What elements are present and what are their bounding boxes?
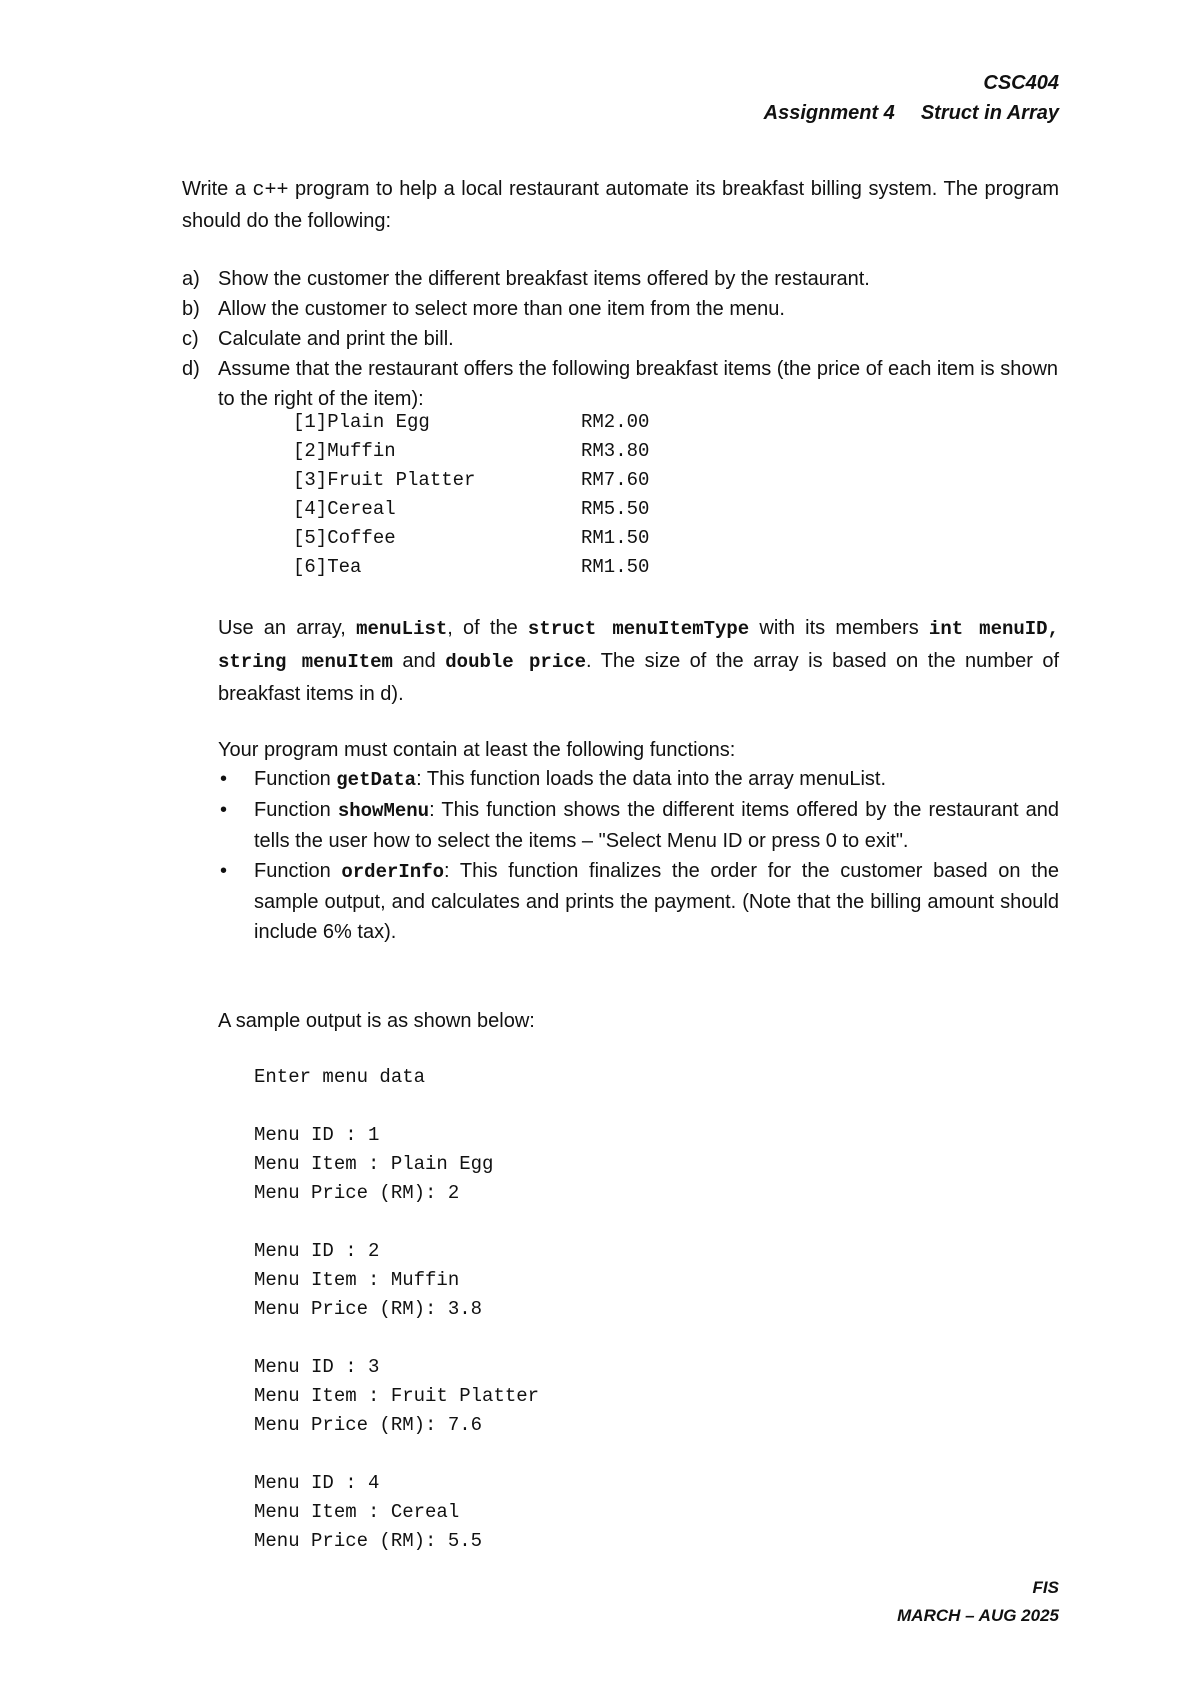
output-line: Menu ID : 4 [254, 1472, 380, 1494]
task-item: d) Assume that the restaurant offers the following breakfast items (the price of each item is shown to the right of the item): [182, 358, 1059, 410]
output-line: Menu Item : Fruit Platter [254, 1385, 540, 1407]
function-item: • Function orderInfo: This function finalizes the order for the customer based on the sample output, and calculates and prints the payment. (Note that the billing amount should include 6% tax). [220, 860, 1060, 943]
output-line: Enter menu data [254, 1066, 426, 1088]
output-line: Menu Item : Cereal [254, 1501, 460, 1523]
output-line: Menu ID : 1 [254, 1124, 380, 1146]
output-blank [254, 1092, 539, 1121]
output-line: Menu Price (RM): 5.5 [254, 1530, 483, 1552]
menu-item: [1]Plain Egg RM2.00 [293, 411, 650, 433]
task-item: a) Show the customer the different breakfast items offered by the restaurant. [182, 268, 870, 290]
assignment-topic: Struct in Array [920, 102, 1059, 124]
task-list [182, 264, 1059, 414]
sample-output [254, 1063, 539, 1556]
menu-price: RM1.50 [581, 556, 650, 578]
footer-faculty: FIS [1032, 1578, 1059, 1597]
task-item: b) Allow the customer to select more than one item from the menu. [182, 298, 785, 320]
footer-semester: MARCH – AUG 2025 [897, 1606, 1059, 1625]
intro-paragraph: Write a c++ program to help a local restaurant automate its breakfast billing system. The program should do the following: [182, 178, 1059, 232]
function-name: showMenu [337, 800, 430, 822]
menu-price: RM2.00 [581, 411, 650, 433]
code-struct: struct menuItemType [527, 618, 750, 640]
output-line: Menu Price (RM): 2 [254, 1182, 460, 1204]
code-price: double price [445, 651, 587, 673]
breakfast-menu [293, 408, 649, 582]
menu-item: [3]Fruit Platter RM7.60 [293, 469, 650, 491]
code-menulist: menuList [356, 618, 448, 640]
output-line: Menu ID : 2 [254, 1240, 380, 1262]
sample-intro: A sample output is as shown below: [218, 1010, 535, 1032]
code-members: int menuID, string menuItem [218, 618, 1059, 673]
task-item: c) Calculate and print the bill. [182, 328, 454, 350]
function-name: orderInfo [341, 861, 444, 883]
function-name: getData [336, 769, 417, 791]
menu-price: RM7.60 [581, 469, 650, 491]
menu-price: RM3.80 [581, 440, 650, 462]
output-line: Menu Item : Plain Egg [254, 1153, 494, 1175]
output-blank [254, 1208, 539, 1237]
function-item: • Function getData: This function loads the data into the array menuList. [220, 768, 886, 791]
assignment-title [764, 102, 1059, 125]
menu-item: [4]Cereal RM5.50 [293, 498, 650, 520]
function-item: • Function showMenu: This function shows the different items offered by the restaurant and tells the user how to select the items – "Select Menu ID or press 0 to exit". [220, 799, 1059, 852]
output-blank [254, 1324, 539, 1353]
output-line: Menu Price (RM): 7.6 [254, 1414, 483, 1436]
output-line: Menu Item : Muffin [254, 1269, 460, 1291]
menu-item: [6]Tea RM1.50 [293, 556, 650, 578]
output-line: Menu Price (RM): 3.8 [254, 1298, 483, 1320]
function-list [218, 764, 1059, 947]
menu-price: RM5.50 [581, 498, 650, 520]
menu-price: RM1.50 [581, 527, 650, 549]
menu-item: [5]Coffee RM1.50 [293, 527, 650, 549]
menu-item: [2]Muffin RM3.80 [293, 440, 650, 462]
language-name: c++ [252, 179, 289, 202]
array-paragraph: Use an array, menuList, of the struct menuItemType with its members int menuID, string menuItem and double price. The size of the array is based on the number of breakfast items in d). [218, 617, 1060, 705]
output-blank [254, 1440, 539, 1469]
assignment-number: Assignment 4 [763, 102, 895, 124]
functions-intro: Your program must contain at least the following functions: [218, 739, 736, 761]
course-code: CSC404 [983, 72, 1059, 94]
output-line: Menu ID : 3 [254, 1356, 380, 1378]
